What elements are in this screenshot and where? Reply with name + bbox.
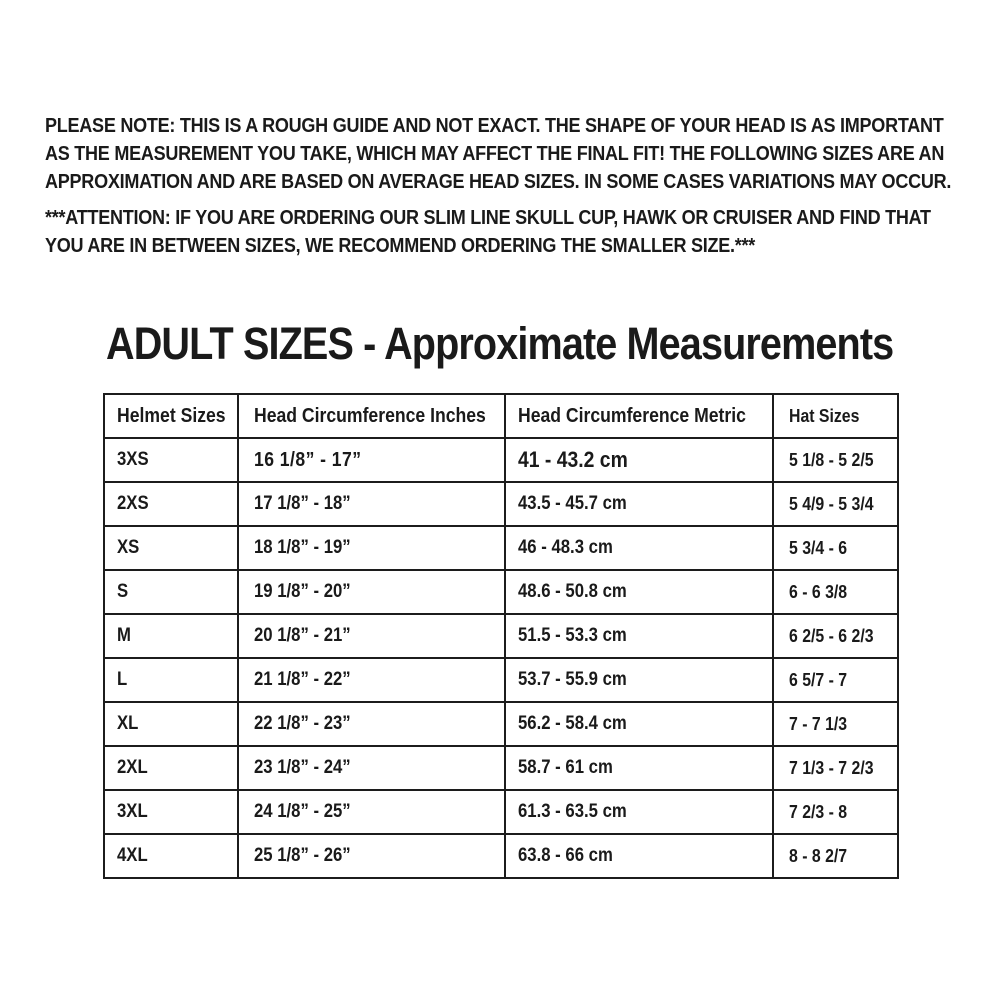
- cell-text: 63.8 - 66 cm: [518, 845, 613, 866]
- cell-text: 7 - 7 1/3: [789, 713, 848, 734]
- cell-text: 21 1/8” - 22”: [254, 669, 351, 690]
- cell-hat: [773, 438, 898, 482]
- cell-metric: [505, 526, 773, 570]
- cell-text: 56.2 - 58.4 cm: [518, 713, 627, 734]
- cell-text: 7 1/3 - 7 2/3: [789, 757, 874, 778]
- cell-text: 5 1/8 - 5 2/5: [789, 449, 874, 470]
- cell-metric: [505, 702, 773, 746]
- cell-metric: [505, 834, 773, 878]
- cell-text: 6 5/7 - 7: [789, 669, 848, 690]
- cell-text: 51.5 - 53.3 cm: [518, 625, 627, 646]
- cell-helmet: [104, 526, 238, 570]
- cell-inches: [238, 658, 505, 702]
- table-row: [104, 438, 898, 482]
- cell-helmet: [104, 790, 238, 834]
- column-header-circumference-inches: [238, 394, 505, 438]
- cell-inches: [238, 746, 505, 790]
- cell-inches: [238, 570, 505, 614]
- cell-text: 22 1/8” - 23”: [254, 713, 351, 734]
- cell-helmet: [104, 834, 238, 878]
- note-paragraph: [45, 112, 1000, 196]
- note-line-2: AS THE MEASUREMENT YOU TAKE, WHICH MAY AFFECT THE FINAL FIT! THE FOLLOWING SIZES ARE AN: [45, 142, 945, 165]
- cell-inches: [238, 614, 505, 658]
- cell-helmet: [104, 614, 238, 658]
- cell-helmet: [104, 702, 238, 746]
- size-table: [103, 393, 899, 879]
- cell-text: 8 - 8 2/7: [789, 845, 848, 866]
- cell-hat: [773, 790, 898, 834]
- column-header-hat-sizes: [773, 394, 898, 438]
- note-line-3: APPROXIMATION AND ARE BASED ON AVERAGE HEAD SIZES. IN SOME CASES VARIATIONS MAY OCCUR.: [45, 170, 952, 193]
- cell-helmet: [104, 570, 238, 614]
- cell-text: 2XS: [117, 493, 149, 514]
- table-row: [104, 702, 898, 746]
- table-row: [104, 570, 898, 614]
- cell-text: 17 1/8” - 18”: [254, 493, 351, 514]
- cell-helmet: [104, 482, 238, 526]
- cell-metric: [505, 658, 773, 702]
- cell-text: 16 1/8” - 17”: [254, 448, 362, 471]
- cell-metric: [505, 790, 773, 834]
- cell-text: 6 - 6 3/8: [789, 581, 848, 602]
- column-header-text: Hat Sizes: [789, 405, 860, 426]
- column-header-text: Head Circumference Metric: [518, 404, 746, 427]
- cell-metric: [505, 438, 773, 482]
- note-line-1: PLEASE NOTE: THIS IS A ROUGH GUIDE AND NOT EXACT. THE SHAPE OF YOUR HEAD IS AS IMPORTANT: [45, 114, 944, 137]
- cell-text: 19 1/8” - 20”: [254, 581, 351, 602]
- cell-hat: [773, 746, 898, 790]
- cell-text: 7 2/3 - 8: [789, 801, 848, 822]
- column-header-helmet-sizes: [104, 394, 238, 438]
- cell-text: 18 1/8” - 19”: [254, 537, 351, 558]
- cell-inches: [238, 834, 505, 878]
- cell-text: 2XL: [117, 757, 148, 778]
- cell-text: L: [117, 669, 128, 690]
- cell-text: 3XL: [117, 801, 148, 822]
- table-row: [104, 746, 898, 790]
- cell-helmet: [104, 658, 238, 702]
- cell-helmet: [104, 438, 238, 482]
- table-row: [104, 482, 898, 526]
- column-header-text: Helmet Sizes: [117, 404, 226, 427]
- cell-inches: [238, 790, 505, 834]
- cell-text: 25 1/8” - 26”: [254, 845, 351, 866]
- cell-text: 58.7 - 61 cm: [518, 757, 613, 778]
- page-title: [106, 316, 1000, 372]
- cell-inches: [238, 702, 505, 746]
- cell-text: 5 4/9 - 5 3/4: [789, 493, 874, 514]
- attention-paragraph: [45, 204, 1000, 260]
- cell-text: 48.6 - 50.8 cm: [518, 581, 627, 602]
- cell-text: 23 1/8” - 24”: [254, 757, 351, 778]
- page-title-text: ADULT SIZES - Approximate Measurements: [106, 318, 894, 369]
- cell-hat: [773, 570, 898, 614]
- attention-line-1: ***ATTENTION: IF YOU ARE ORDERING OUR SLIM LINE SKULL CUP, HAWK OR CRUISER AND FIND THAT: [45, 206, 931, 229]
- cell-inches: [238, 526, 505, 570]
- table-row: [104, 790, 898, 834]
- cell-metric: [505, 614, 773, 658]
- cell-hat: [773, 658, 898, 702]
- table-row: [104, 658, 898, 702]
- cell-metric: [505, 746, 773, 790]
- cell-text: M: [117, 625, 131, 646]
- cell-metric: [505, 570, 773, 614]
- attention-line-2: YOU ARE IN BETWEEN SIZES, WE RECOMMEND ORDERING THE SMALLER SIZE.***: [45, 234, 756, 257]
- table-row: [104, 834, 898, 878]
- cell-inches: [238, 482, 505, 526]
- cell-text: 5 3/4 - 6: [789, 537, 848, 558]
- cell-hat: [773, 614, 898, 658]
- cell-text: 61.3 - 63.5 cm: [518, 801, 627, 822]
- cell-hat: [773, 702, 898, 746]
- cell-hat: [773, 834, 898, 878]
- cell-text: 20 1/8” - 21”: [254, 625, 351, 646]
- table-row: [104, 614, 898, 658]
- cell-text: XS: [117, 537, 140, 558]
- table-row: [104, 526, 898, 570]
- cell-text: XL: [117, 713, 139, 734]
- size-table-body: [104, 438, 898, 878]
- table-header-row: [104, 394, 898, 438]
- cell-text: 46 - 48.3 cm: [518, 537, 613, 558]
- cell-hat: [773, 482, 898, 526]
- cell-text: 43.5 - 45.7 cm: [518, 493, 627, 514]
- cell-text: 4XL: [117, 845, 148, 866]
- column-header-text: Head Circumference Inches: [254, 404, 486, 427]
- cell-text: 6 2/5 - 6 2/3: [789, 625, 874, 646]
- cell-text: 41 - 43.2 cm: [518, 447, 628, 472]
- cell-metric: [505, 482, 773, 526]
- cell-text: 24 1/8” - 25”: [254, 801, 351, 822]
- column-header-circumference-metric: [505, 394, 773, 438]
- cell-text: 53.7 - 55.9 cm: [518, 669, 627, 690]
- cell-hat: [773, 526, 898, 570]
- cell-helmet: [104, 746, 238, 790]
- cell-text: 3XS: [117, 449, 149, 470]
- cell-inches: [238, 438, 505, 482]
- cell-text: S: [117, 581, 129, 602]
